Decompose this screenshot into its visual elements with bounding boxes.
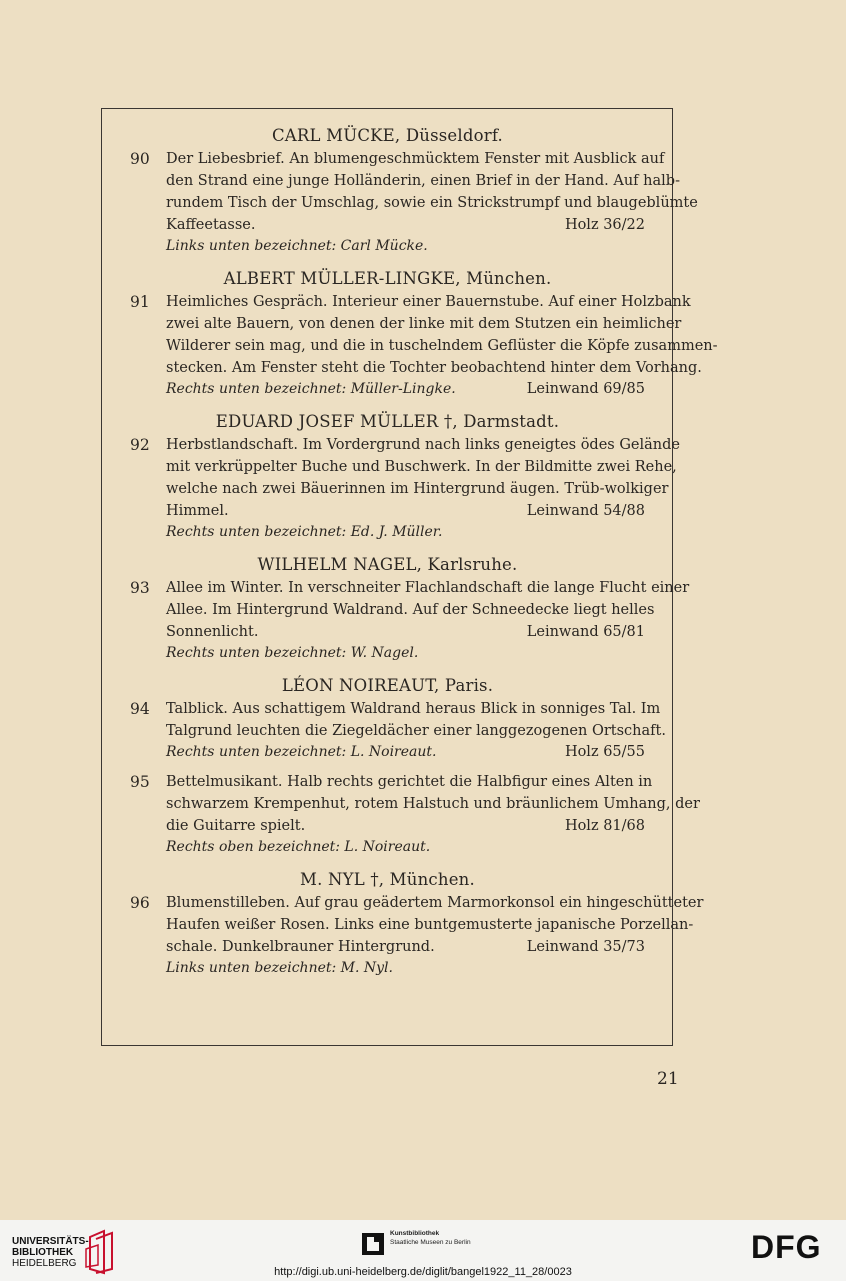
entry-description xyxy=(166,892,704,979)
description-last-line: Talgrund leuchten die Ziegeldächer einer langgezogenen Ortschaft. xyxy=(166,723,666,739)
signature-line: Links unten bezeichnet: Carl Mücke. xyxy=(166,238,428,254)
description-line: rundem Tisch der Umschlag, sowie ein Strickstrumpf und blaugeblümte xyxy=(166,195,698,211)
last-line-text: Kaffeetasse. xyxy=(166,217,256,233)
description-line: Bettelmusikant. Halb rechts gerichtet die Halbfigur eines Alten in xyxy=(166,774,653,790)
section-gap xyxy=(130,664,645,674)
catalog-entry xyxy=(130,771,700,858)
last-line-text: schale. Dunkelbrauner Hintergrund. xyxy=(166,939,435,955)
signature-line: Rechts unten bezeichnet: W. Nagel. xyxy=(166,645,419,661)
artist-heading: EDUARD JOSEF MÜLLER †, Darmstadt. xyxy=(215,412,560,431)
description-last-line xyxy=(166,214,645,236)
description-line: welche nach zwei Bäuerinnen im Hintergrund äugen. Trüb-wolkiger xyxy=(166,481,669,497)
page-number: 21 xyxy=(657,1069,679,1089)
entry-number: 95 xyxy=(130,773,150,791)
description-line: Haufen weißer Rosen. Links eine buntgemusterte japanische Porzellan- xyxy=(166,917,694,933)
description-last-line xyxy=(166,815,645,837)
ub-line-2: BIBLIOTHEK xyxy=(12,1247,74,1258)
last-line-text: die Guitarre spielt. xyxy=(166,818,306,834)
signature-line xyxy=(166,742,645,763)
entry-description xyxy=(166,434,680,543)
signature-line xyxy=(166,379,645,400)
section-gap xyxy=(130,257,645,267)
signature-line: Rechts oben bezeichnet: L. Noireaut. xyxy=(166,839,431,855)
description-line: Herbstlandschaft. Im Vordergrund nach links geneigtes ödes Gelände xyxy=(166,437,680,453)
source-url: http://digi.ub.uni-heidelberg.de/diglit/bangel1922_11_28/0023 xyxy=(274,1266,572,1278)
ub-line-1: UNIVERSITÄTS- xyxy=(12,1236,89,1247)
entry-description xyxy=(166,148,698,257)
artist-heading: CARL MÜCKE, Düsseldorf. xyxy=(271,126,504,145)
description-line: den Strand eine junge Holländerin, einen Brief in der Hand. Auf halb- xyxy=(166,173,680,189)
catalog-entry xyxy=(130,291,718,400)
signature-line: Links unten bezeichnet: M. Nyl. xyxy=(166,960,393,976)
entry-number: 91 xyxy=(130,293,150,311)
description-line: Heimliches Gespräch. Interieur einer Bauernstube. Auf einer Holzbank xyxy=(166,294,691,310)
ub-line-3: HEIDELBERG xyxy=(12,1258,77,1269)
catalog-entry xyxy=(130,148,698,257)
entry-description xyxy=(166,577,690,664)
catalog-listing xyxy=(130,124,718,979)
description-line: Allee. Im Hintergrund Waldrand. Auf der Schneedecke liegt helles xyxy=(166,602,655,618)
support-dimensions: Holz 65/55 xyxy=(564,744,645,760)
description-last-line xyxy=(166,621,645,643)
description-line: mit verkrüppelter Buche und Buschwerk. In der Bildmitte zwei Rehe, xyxy=(166,459,677,475)
artist-heading: WILHELM NAGEL, Karlsruhe. xyxy=(257,555,518,574)
signature-text: Rechts unten bezeichnet: Müller-Lingke. xyxy=(166,381,456,397)
description-line: Blumenstilleben. Auf grau geädertem Marmorkonsol ein hingeschütteter xyxy=(166,895,704,911)
entry-description xyxy=(166,291,718,400)
support-dimensions: Leinwand 65/81 xyxy=(526,624,645,640)
artist-heading: LÉON NOIREAUT, Paris. xyxy=(281,676,494,695)
description-line: schwarzem Krempenhut, rotem Halstuch und bräunlichem Umhang, der xyxy=(166,796,700,812)
support-dimensions: Leinwand 69/85 xyxy=(526,381,645,397)
kb-line-2: Staatliche Museen zu Berlin xyxy=(390,1239,471,1246)
catalog-entry xyxy=(130,577,690,664)
entry-number: 90 xyxy=(130,150,150,168)
entry-number: 94 xyxy=(130,700,150,718)
section-gap xyxy=(130,858,645,868)
support-dimensions: Leinwand 54/88 xyxy=(526,503,645,519)
item-gap xyxy=(130,763,645,771)
description-last-line xyxy=(166,500,645,522)
entry-description xyxy=(166,698,666,763)
entry-number: 93 xyxy=(130,579,150,597)
support-dimensions: Leinwand 35/73 xyxy=(526,939,645,955)
artist-heading: ALBERT MÜLLER-LINGKE, München. xyxy=(223,269,552,288)
last-line-text: Sonnenlicht. xyxy=(166,624,259,640)
description-line: Der Liebesbrief. An blumengeschmücktem Fenster mit Ausblick auf xyxy=(166,151,665,167)
catalog-entry xyxy=(130,892,704,979)
signature-line: Rechts unten bezeichnet: Ed. J. Müller. xyxy=(166,524,443,540)
catalog-entry xyxy=(130,698,666,763)
last-line-text: Himmel. xyxy=(166,503,229,519)
entry-number: 92 xyxy=(130,436,150,454)
kunstbibliothek-logo-icon xyxy=(362,1233,384,1255)
description-last-line: stecken. Am Fenster steht die Tochter beobachtend hinter dem Vorhang. xyxy=(166,360,702,376)
description-last-line xyxy=(166,936,645,958)
signature-text: Rechts unten bezeichnet: L. Noireaut. xyxy=(166,744,437,760)
catalog-entry xyxy=(130,434,680,543)
section-gap xyxy=(130,400,645,410)
description-line: Talblick. Aus schattigem Waldrand heraus Blick in sonniges Tal. Im xyxy=(166,701,661,717)
description-line: zwei alte Bauern, von denen der linke mit dem Stutzen ein heimlicher xyxy=(166,316,682,332)
kunstbibliothek-label xyxy=(390,1229,471,1247)
support-dimensions: Holz 36/22 xyxy=(564,217,645,233)
entry-description xyxy=(166,771,700,858)
entry-number: 96 xyxy=(130,894,150,912)
artist-heading: M. NYL †, München. xyxy=(300,870,475,889)
support-dimensions: Holz 81/68 xyxy=(564,818,645,834)
kb-line-1: Kunstbibliothek xyxy=(390,1230,440,1237)
ub-heidelberg-label xyxy=(12,1236,89,1269)
description-line: Allee im Winter. In verschneiter Flachlandschaft die lange Flucht einer xyxy=(166,580,690,596)
section-gap xyxy=(130,543,645,553)
description-line: Wilderer sein mag, und die in tuschelndem Geflüster die Köpfe zusammen- xyxy=(166,338,718,354)
dfg-logo: DFG xyxy=(751,1229,822,1265)
